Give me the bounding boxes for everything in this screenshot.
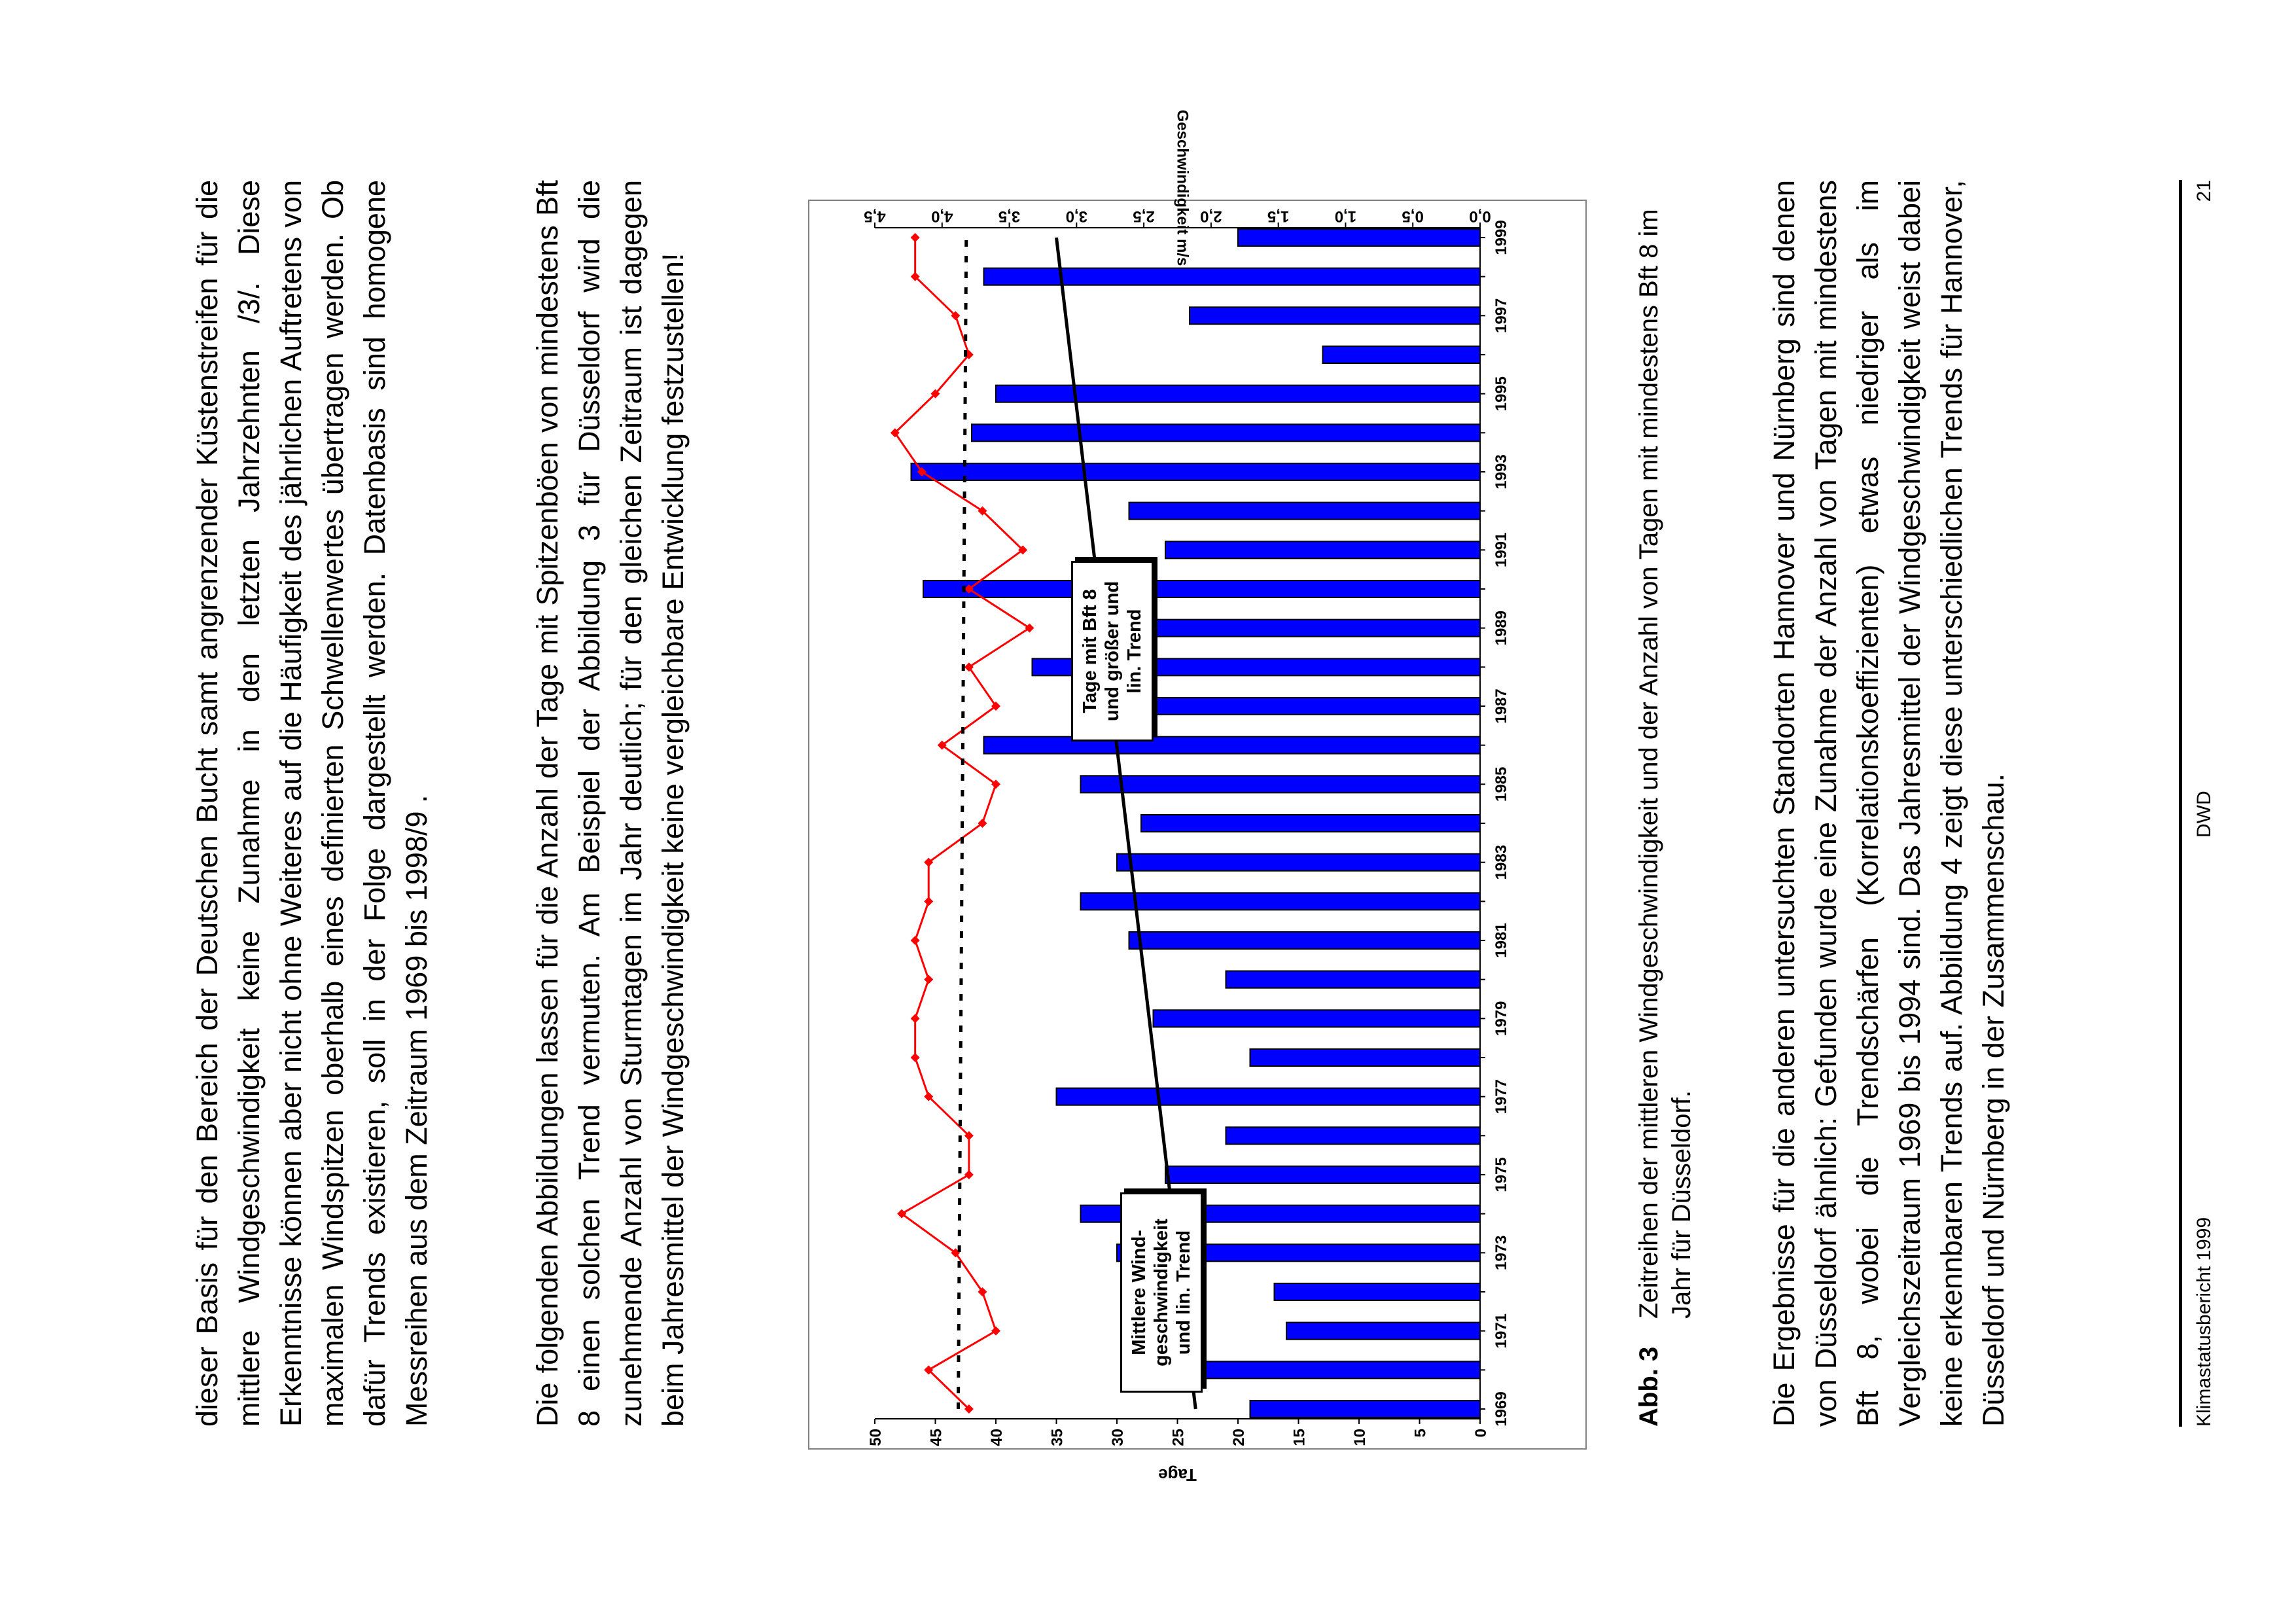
bar-1986 (984, 737, 1481, 754)
x-axis-tick-label: 1999 (1492, 220, 1510, 255)
bar-1969 (1250, 1400, 1481, 1418)
bar-1970 (1165, 1361, 1480, 1378)
bar-1983 (1117, 854, 1480, 871)
left-axis-tick-label: 35 (1048, 1429, 1067, 1446)
bar-1977 (1057, 1088, 1481, 1105)
right-axis-tick-label: 1,5 (1267, 207, 1290, 225)
left-axis-tick-label: 50 (867, 1429, 885, 1446)
bar-1971 (1286, 1323, 1480, 1340)
left-axis-tick-label: 5 (1411, 1429, 1430, 1438)
right-axis-tick-label: 1,0 (1334, 207, 1357, 225)
bar-1985 (1081, 776, 1481, 793)
paragraph-3: Die Ergebnisse für die anderen untersuchten Standorten Hannover und Nürnberg sind denen von Düsseldorf ähnlich: Gefunden wurde eine Zunahme der Anzahl von Tagen mit mindestens Bft 8, wobei die Trendschärfen (Korrelationskoeffizienten) etwas niedriger als im Vergleichszeitraum 1969 bis 1994 sind. Das Jahresmittel der Windgeschwindigkeit weist dabei keine erkennbaren Trends auf. Abbildung 4 zeigt diese unterschiedlichen Trends für Hannover, Düsseldorf und Nürnberg in der Zusammenschau. (1767, 180, 2010, 1427)
bar-1987 (1154, 698, 1481, 715)
right-axis-tick-label: 4,5 (864, 207, 886, 225)
figure-3-chart (808, 109, 1587, 1485)
caption-label: Abb. 3 (1634, 1346, 1663, 1427)
x-axis-tick-label: 1979 (1492, 1001, 1510, 1037)
left-axis-tick-label: 15 (1290, 1429, 1309, 1446)
x-axis-tick-label: 1969 (1492, 1391, 1510, 1427)
bar-1997 (1190, 307, 1480, 324)
bar-1989 (1154, 620, 1481, 637)
bar-1976 (1226, 1127, 1481, 1144)
bar-1998 (984, 268, 1481, 285)
wind-speed-point-1971 (991, 1327, 1000, 1336)
bar-1999 (1238, 229, 1480, 246)
left-axis-tick-label: 25 (1169, 1429, 1188, 1446)
right-axis-tick-label: 4,0 (931, 207, 953, 225)
right-axis-tick-label: 0,0 (1469, 207, 1491, 225)
left-axis-tick-label: 45 (927, 1429, 945, 1446)
footer-publisher: DWD (2193, 791, 2215, 838)
bar-1975 (1165, 1166, 1480, 1183)
left-axis-tick-label: 10 (1351, 1429, 1369, 1446)
x-axis-tick-label: 1971 (1492, 1313, 1510, 1349)
paragraph-1: dieser Basis für den Bereich der Deutschen Bucht samt angrenzender Küstenstreifen für die mittlere Windgeschwindigkeit keine Zunahme in den letzten Jahrzehnten /3/. Diese Erkenntnisse können aber nicht ohne Weiteres auf die Häufigkeit des jährlichen Auftretens von maximalen Windspitzen oberhalb eines definierten Schwellenwertes übertragen werden. Ob dafür Trends existieren, soll in der Folge dargestellt werden. Datenbasis sind homogene Messreihen aus dem Zeitraum 1969 bis 1998/9 . (190, 180, 433, 1427)
bar-1979 (1154, 1010, 1481, 1027)
legend-storm-days: Tage mit Bft 8 und größer und lin. Trend (1071, 561, 1154, 741)
footer-page-number: 21 (2193, 180, 2215, 202)
wind-speed-point-1975 (964, 1170, 974, 1179)
wind-speed-point-1981 (911, 936, 920, 945)
left-axis-tick-label: 40 (988, 1429, 1006, 1446)
bar-1984 (1141, 815, 1480, 832)
left-axis-tick-label: 20 (1230, 1429, 1248, 1446)
x-axis-tick-label: 1989 (1492, 610, 1510, 646)
caption-text: Zeitreihen der mittleren Windgeschwindigkeit und der Anzahl von Tagen mit mindestens Bft 8 im Jahr für Düsseldorf. (1634, 209, 1696, 1319)
page-footer (2179, 180, 2225, 1427)
bar-1991 (1165, 541, 1480, 558)
right-axis-tick-label: 0,5 (1402, 207, 1424, 225)
x-axis-tick-label: 1987 (1492, 688, 1510, 724)
x-axis-tick-label: 1991 (1492, 532, 1510, 568)
footer-rule (2179, 180, 2182, 1427)
legend-mean-wind-speed: Mittlere Wind- geschwindigkeit und lin. Trend (1120, 1192, 1203, 1393)
bar-1980 (1226, 971, 1481, 988)
x-axis-tick-label: 1973 (1492, 1235, 1510, 1271)
wind-speed-point-1982 (924, 897, 933, 906)
bar-1981 (1129, 932, 1481, 949)
x-axis-tick-label: 1975 (1492, 1157, 1510, 1192)
x-axis-tick-label: 1983 (1492, 844, 1510, 880)
bar-1993 (911, 463, 1481, 480)
wind-speed-point-1980 (924, 975, 933, 984)
left-axis-tick-label: 30 (1109, 1429, 1127, 1446)
footer-report-title: Klimastatusbericht 1999 (2193, 1217, 2215, 1427)
bar-1990 (923, 580, 1480, 597)
right-axis-tick-label: 3,0 (1065, 207, 1088, 225)
x-axis-tick-label: 1981 (1492, 923, 1510, 958)
bar-1996 (1323, 346, 1481, 363)
x-axis-tick-label: 1997 (1492, 298, 1510, 334)
right-axis-tick-label: 2,5 (1133, 207, 1155, 225)
wind-speed-trend-line (958, 238, 966, 1409)
right-axis-tick-label: 3,5 (998, 207, 1021, 225)
wind-speed-point-1978 (911, 1053, 920, 1062)
bar-1994 (972, 424, 1480, 441)
left-axis-label: Tage (1158, 1465, 1197, 1485)
x-axis-tick-label: 1977 (1492, 1079, 1510, 1115)
x-axis-tick-label: 1985 (1492, 766, 1510, 802)
x-axis-tick-label: 1995 (1492, 376, 1510, 412)
bar-1978 (1250, 1049, 1481, 1066)
x-axis-tick-label: 1993 (1492, 454, 1510, 490)
wind-speed-point-1999 (911, 233, 920, 242)
wind-speed-point-1979 (911, 1014, 920, 1023)
bar-1972 (1275, 1283, 1481, 1300)
paragraph-2: Die folgenden Abbildungen lassen für die Anzahl der Tage mit Spitzenböen von mindestens Bft 8 einen solchen Trend vermuten. Am Beispiel der Abbildung 3 für Düsseldorf wird die zunehmende Anzahl von Sturmtagen im Jahr deutlich; für den gleichen Zeitraum ist dagegen beim Jahresmittel der Windgeschwindigkeit keine vergleichbare Entwicklung festzustellen! (531, 180, 690, 1427)
right-axis-label: Geschwindigkeit m/s (1173, 109, 1192, 266)
bar-1992 (1129, 503, 1481, 520)
bar-1982 (1081, 893, 1481, 910)
bar-1995 (996, 385, 1480, 402)
left-axis-tick-label: 0 (1472, 1429, 1490, 1438)
right-axis-tick-label: 2,0 (1200, 207, 1222, 225)
